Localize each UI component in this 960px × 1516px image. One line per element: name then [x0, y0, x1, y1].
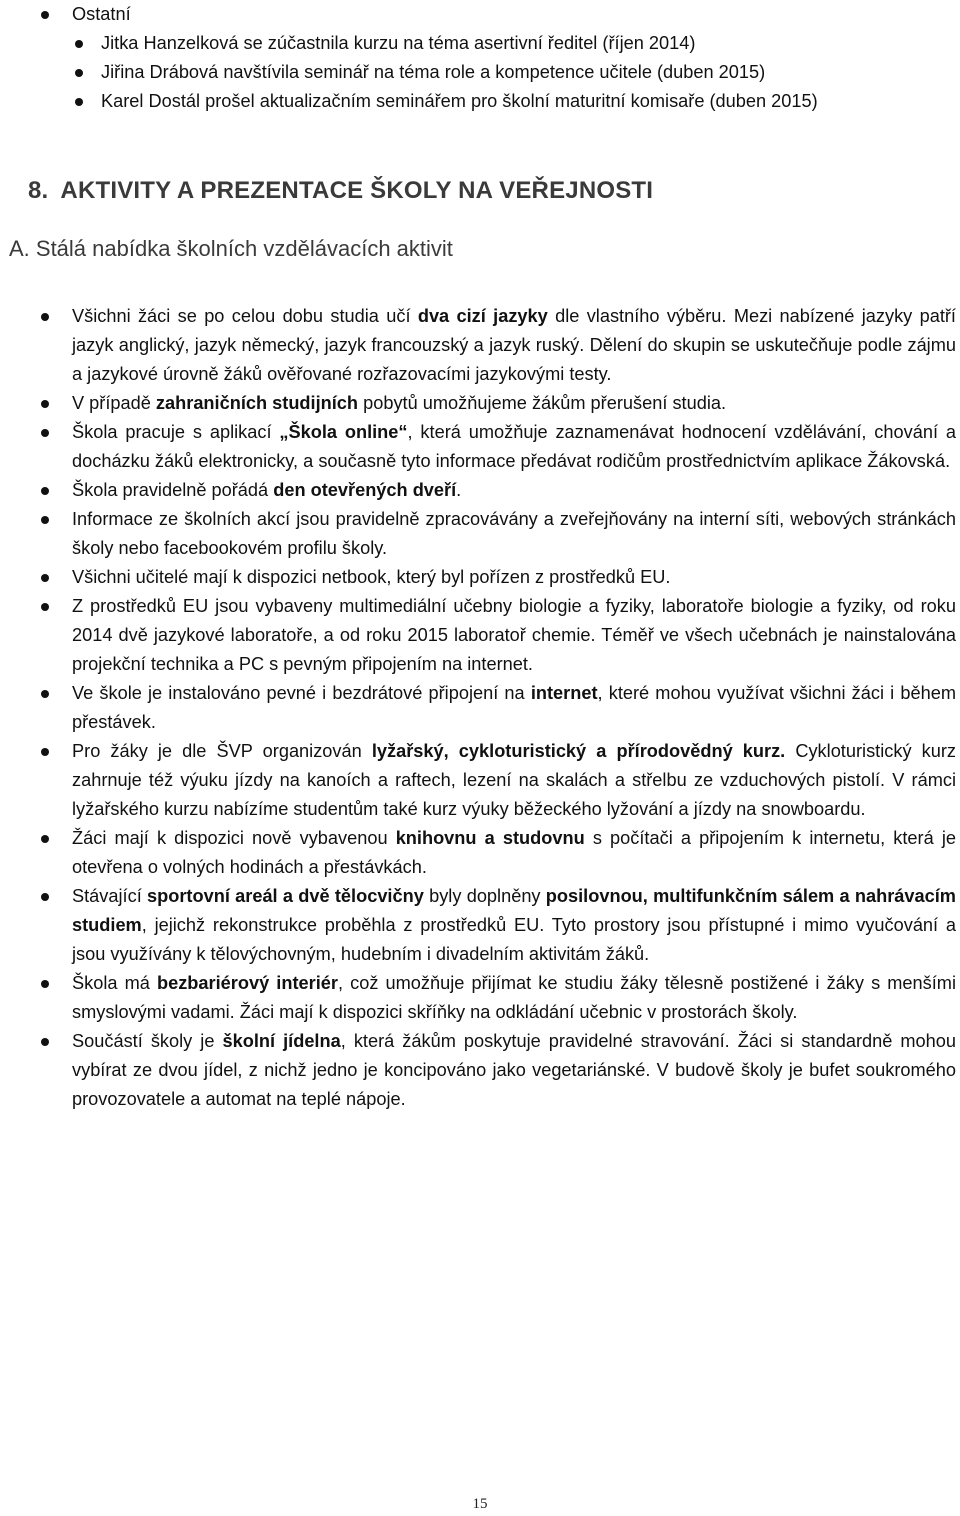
list-item [0, 29, 960, 58]
emphasis: knihovnu a studovnu [395, 828, 585, 848]
list-item-abroad [0, 389, 960, 418]
list-item [0, 58, 960, 87]
page-number: 15 [472, 1496, 488, 1512]
text-run: byly doplněny [423, 886, 546, 906]
text-run: Pro žáky je dle ŠVP organizován [72, 741, 372, 761]
emphasis: internet [530, 683, 598, 703]
text-run: Škola pravidelně pořádá [72, 480, 274, 500]
list-item-library [0, 824, 960, 882]
emphasis: školní jídelna [222, 1031, 341, 1051]
text-run: Všichni učitelé mají k dispozici netbook, který byl pořízen z prostředků EU. [72, 567, 671, 587]
text-run: . [456, 480, 462, 500]
other-label: Ostatní [72, 4, 131, 24]
list-item-sports [0, 882, 960, 969]
text-run: Informace ze školních akcí jsou pravidelně zpracovávány a zveřejňovány na interní síti, webových stránkách školy nebo facebookovém profilu školy. [72, 509, 956, 558]
list-item-eu-classrooms [0, 592, 960, 679]
text-run: , která žákům poskytuje pravidelné stravování. Žáci si standardně mohou vybírat ze dvou jídel, z nichž jedno je koncipováno jako vegetariánské. V budově školy je bufet soukromého provozovatele a automat na teplé nápoje. [72, 1031, 957, 1109]
list-item-barrier-free [0, 969, 960, 1027]
text-run: , což umožňuje přijímat ke studiu žáky tělesně postižené i žáky s menšími smyslovými vadami. Žáci mají k dispozici skříňky na odkládání učebnic v prostorách školy. [72, 973, 956, 1022]
list-item-canteen [0, 1027, 960, 1114]
text-run: dle vlastního výběru. Mezi nabízené jazyky patří jazyk anglický, jazyk německý, jazyk francouzský a jazyk ruský. Dělení do skupin se uskutečňuje podle zájmu a jazykové úrovně žáků ověřované rozřazovacími jazykovými testy. [72, 306, 956, 384]
section-heading [28, 177, 653, 205]
other-item-1: Jitka Hanzelková se zúčastnila kurzu na téma asertivní ředitel (říjen 2014) [101, 33, 696, 53]
emphasis: posilovnou, multifunkčním sálem a nahrávacím studiem [72, 886, 956, 935]
emphasis: sportovní areál a dvě tělocvičny [147, 886, 424, 906]
list-item-courses [0, 737, 960, 824]
list-item [0, 87, 960, 116]
text-run: Stávající [72, 886, 148, 906]
text-run: Škola má [72, 973, 157, 993]
section-number: 8. [28, 177, 49, 204]
emphasis: den otevřených dveří [273, 480, 457, 500]
activities-list [0, 302, 960, 1114]
list-item-open-day [0, 476, 960, 505]
emphasis: dva cizí jazyky [417, 306, 548, 326]
list-item-internet [0, 679, 960, 737]
emphasis: lyžařský, cykloturistický a přírodovědný kurz. [371, 741, 786, 761]
text-run: , jejichž rekonstrukce proběhla z prostředků EU. Tyto prostory jsou přístupné i mimo vyučování a jsou využívány k tělovýchovným, hudebním i divadelním aktivitám žáků. [72, 915, 956, 964]
other-item-2: Jiřina Drábová navštívila seminář na téma role a kompetence učitele (duben 2015) [101, 62, 766, 82]
text-run: V případě [72, 393, 156, 413]
emphasis: bezbariérový interiér [156, 973, 338, 993]
text-run: Žáci mají k dispozici nově vybavenou [72, 828, 396, 848]
emphasis: zahraničních studijních [155, 393, 359, 413]
text-run: Ve škole je instalováno pevné i bezdrátové připojení na [72, 683, 531, 703]
list-item-other [0, 0, 960, 29]
other-sublist [0, 29, 960, 116]
text-run: , které mohou využívat všichni žáci i během přestávek. [72, 683, 956, 732]
text-run: Z prostředků EU jsou vybaveny multimediální učebny biologie a fyziky, laboratoře biologie a fyziky, od roku 2014 dvě jazykové laboratoře, a od roku 2015 laboratoř chemie. Téměř ve všech učebnách je nainstalována projekční technika a PC s pevným připojením na internet. [72, 596, 956, 674]
text-run: pobytů umožňujeme žákům přerušení studia. [358, 393, 727, 413]
emphasis: „Škola online“ [279, 422, 408, 442]
list-item-languages [0, 302, 960, 389]
text-run: Součástí školy je [72, 1031, 223, 1051]
text-run: s počítači a připojením k internetu, která je otevřena o volných hodinách a přestávkách. [72, 828, 956, 877]
text-run: Škola pracuje s aplikací [72, 422, 280, 442]
other-item-3: Karel Dostál prošel aktualizačním seminářem pro školní maturitní komisaře (duben 2015) [101, 91, 818, 111]
list-item-online [0, 418, 960, 476]
other-list [0, 0, 960, 29]
section-title: AKTIVITY A PREZENTACE ŠKOLY NA VEŘEJNOSTI [60, 177, 654, 204]
text-run: Cykloturistický kurz zahrnuje též výuku jízdy na kanoích a raftech, lezení na skalách a střelbu ze vzduchových pistolí. V rámci lyžařského kurzu nabízíme studentům také kurz výuky běžeckého lyžování a jízdy na snowboardu. [72, 741, 956, 819]
text-run: , která umožňuje zaznamenávat hodnocení vzdělávání, chování a docházku žáků elektronicky, a současně tyto informace předávat rodičům prostřednictvím aplikace Žákovská. [72, 422, 956, 471]
list-item-information [0, 505, 960, 563]
text-run: Všichni žáci se po celou dobu studia učí [72, 306, 418, 326]
subheading: A. Stálá nabídka školních vzdělávacích aktivit [9, 236, 453, 261]
list-item-netbook [0, 563, 960, 592]
